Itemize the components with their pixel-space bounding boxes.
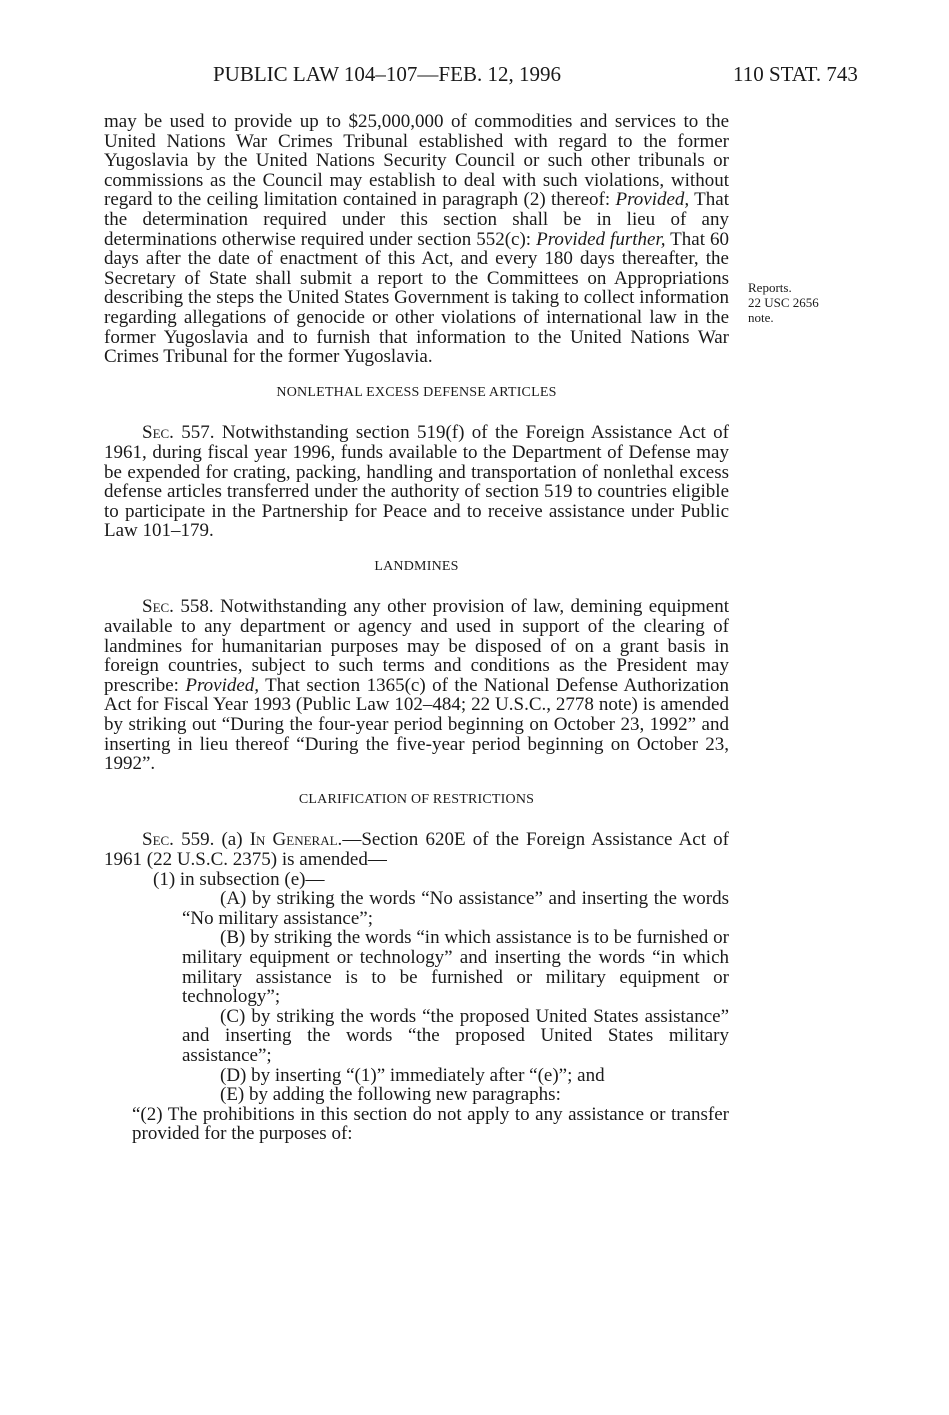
margin-note-line: note. bbox=[748, 310, 774, 325]
margin-note-line: 22 USC 2656 bbox=[748, 295, 819, 310]
margin-note bbox=[748, 280, 858, 325]
subsection-heading: In General. bbox=[249, 829, 343, 851]
sec-559-paragraph: Sec. 559. (a) In General.—Section 620E of the Foreign Assistance Act of 1961 (22 U.S.C. 2375) is amended— bbox=[104, 829, 729, 870]
section-heading: NONLETHAL EXCESS DEFENSE ARTICLES bbox=[276, 384, 557, 400]
law-citation: PUBLIC LAW 104–107—FEB. 12, 1996 bbox=[213, 62, 561, 86]
sec-557-paragraph: Sec. 557. Notwithstanding section 519(f) of the Foreign Assistance Act of 1961, during fiscal year 1996, funds available to the Department of Defense may be expended for crating, packing, handling and transportation of nonlethal excess defense articles transferred under the authority of section 519 to countries eligible to participate in the Partnership for Peace and to receive assistance under Public Law 101–179. bbox=[104, 422, 729, 542]
section-label: Sec. 559. bbox=[142, 829, 215, 851]
sec-558-paragraph: Sec. 558. Notwithstanding any other provision of law, demining equipment available to any department or agency and used in support of the clearing of landmines for humanitarian purposes may be disposed of on a grant basis in foreign countries, subject to such terms and conditions as the President may prescribe: Provided, That section 1365(c) of the National Defense Authorization Act for Fiscal Year 1993 (Public Law 102–484; 22 U.S.C., 2778 note) is amended by striking out “During the four-year period beginning on October 23, 1992” and inserting in lieu thereof “During the five-year period beginning on October 23, 1992”. bbox=[104, 596, 730, 775]
section-label: Sec. 557. bbox=[142, 422, 215, 444]
list-item: (D) by inserting “(1)” immediately after “(e)”; and bbox=[220, 1064, 605, 1086]
list-item: (1) in subsection (e)— bbox=[153, 868, 325, 890]
list-item: (B) by striking the words “in which assistance is to be furnished or military equipment or technology” and inserting the words “in which military assistance is to be furnished or military equipment or technology”; bbox=[182, 927, 729, 1008]
running-header bbox=[0, 62, 949, 92]
intro-paragraph: may be used to provide up to $25,000,000 of commodities and services to the United Nations War Crimes Tribunal established with regard to the former Yugoslavia by the United Nations Security Council or such other tribunals or commissions as the Council may establish to deal with such violations, without regard to the ceiling limitation contained in paragraph (2) thereof: Provided, That the determination required under this section shall be in lieu of any determinations otherwise required under section 552(c): Provided further, That 60 days after the date of enactment of this Act, and every 180 days thereafter, the Secretary of State shall submit a report to the Committees on Appropriations describing the steps the United States Government is taking to collect information regarding allegations of genocide or other violations of international law in the former Yugoslavia and to furnish that information to the United Nations War Crimes Tribunal for the former Yugoslavia. bbox=[104, 111, 730, 368]
stat-page-number: 110 STAT. 743 bbox=[733, 62, 858, 86]
section-heading: LANDMINES bbox=[374, 558, 459, 574]
list-item: (E) by adding the following new paragraphs: bbox=[220, 1084, 561, 1106]
quoted-paragraph: “(2) The prohibitions in this section do not apply to any assistance or transfer provided for the purposes of: bbox=[132, 1103, 729, 1145]
section-heading: CLARIFICATION OF RESTRICTIONS bbox=[298, 791, 535, 807]
margin-note-line: Reports. bbox=[748, 280, 792, 295]
main-text bbox=[104, 112, 729, 1144]
list-item: (A) by striking the words “No assistance” and inserting the words “No military assistance”; bbox=[182, 888, 729, 929]
list-item: (C) by striking the words “the proposed United States assistance” and inserting the words “the proposed United States military assistance”; bbox=[182, 1005, 729, 1066]
section-label: Sec. 558. bbox=[142, 596, 214, 618]
